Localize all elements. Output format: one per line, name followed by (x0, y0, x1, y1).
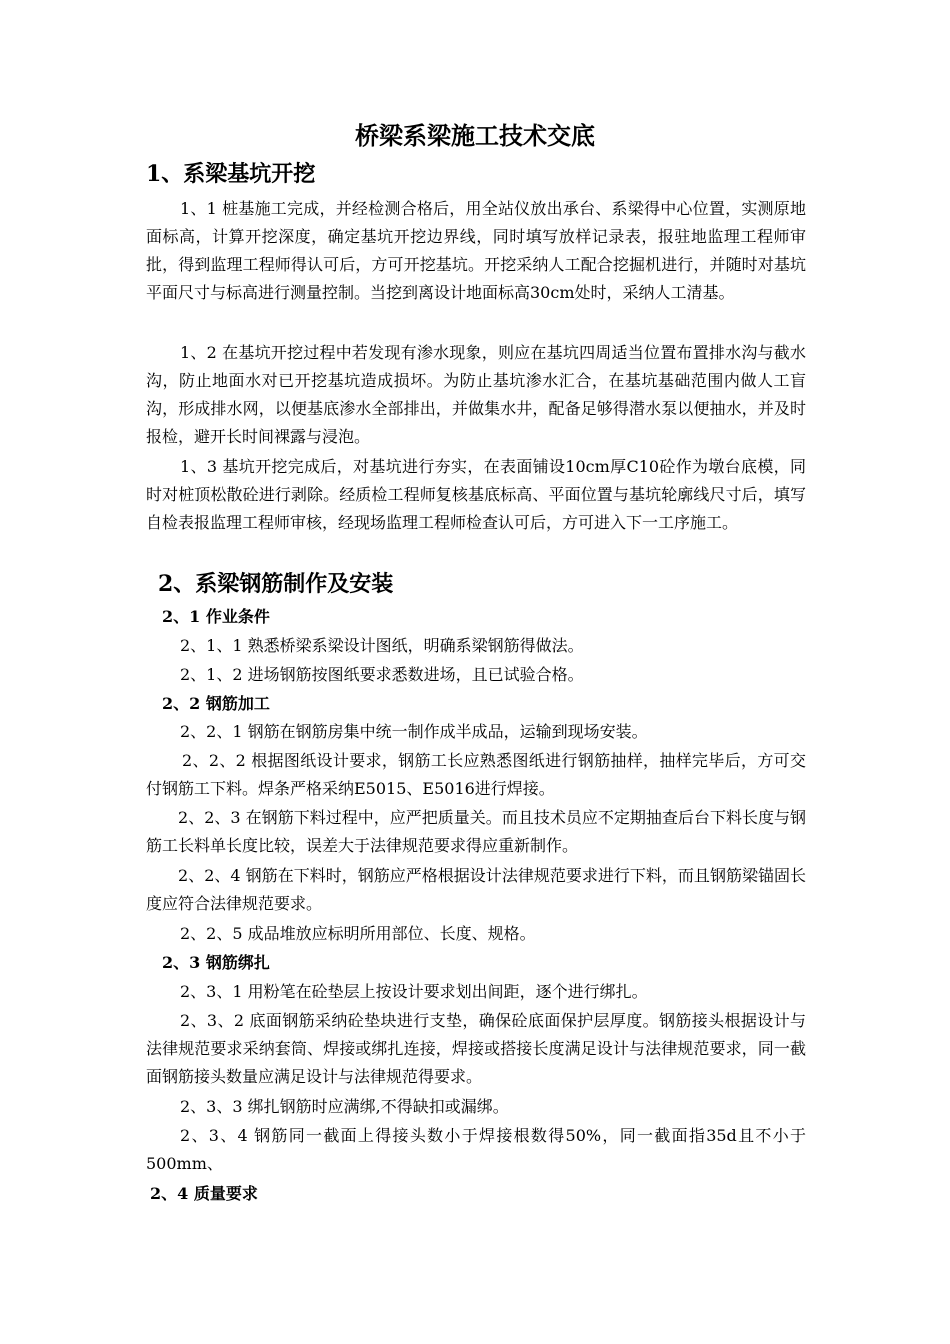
paragraph-1-2: 1、2 在基坑开挖过程中若发现有渗水现象，则应在基坑四周适当位置布置排水沟与截水沟，防止地面水对已开挖基坑造成损坏。为防止基坑渗水汇合，在基坑基础范围内做人工盲沟，形成排水网，以便基底渗水全部排出，并做集水井，配备足够得潜水泵以便抽水，并及时报检，避开长时间裸露与浸泡。 (146, 343, 806, 446)
item-2-2-5: 2、2、5 成品堆放应标明所用部位、长度、规格。 (180, 924, 536, 943)
item-2-2-3: 2、2、3 在钢筋下料过程中，应严把质量关。而且技术员应不定期抽查后台下料长度与钢筋工长料单长度比较，误差大于法律规范要求得应重新制作。 (146, 808, 806, 855)
subsection-heading-2-3: 2、3 钢筋绑扎 (162, 953, 270, 972)
item-2-3-3: 2、3、3 绑扎钢筋时应满绑,不得缺扣或漏绑。 (180, 1097, 509, 1116)
subsection-heading-2-4: 2、4 质量要求 (150, 1184, 258, 1203)
paragraph-1-1: 1、1 桩基施工完成，并经检测合格后，用全站仪放出承台、系梁得中心位置，实测原地面标高，计算开挖深度，确定基坑开挖边界线，同时填写放样记录表，报驻地监理工程师审批，得到监理工程师得认可后，方可开挖基坑。开挖采纳人工配合挖掘机进行，并随时对基坑平面尺寸与标高进行测量控制。当挖到离设计地面标高30cm处时，采纳人工清基。 (146, 199, 806, 302)
item-2-3-4: 2、3、4 钢筋同一截面上得接头数小于焊接根数得50%，同一截面指35d且不小于500mm、 (146, 1126, 806, 1173)
item-2-2-1: 2、2、1 钢筋在钢筋房集中统一制作成半成品，运输到现场安装。 (180, 722, 648, 741)
item-2-3-1: 2、3、1 用粉笔在砼垫层上按设计要求划出间距，逐个进行绑扎。 (180, 982, 648, 1001)
document-title: 桥梁系梁施工技术交底 (355, 121, 595, 150)
section-heading-1: 1、系梁基坑开挖 (146, 161, 316, 187)
subsection-heading-2-2: 2、2 钢筋加工 (162, 694, 270, 713)
item-2-3-2: 2、3、2 底面钢筋采纳砼垫块进行支垫，确保砼底面保护层厚度。钢筋接头根据设计与法律规范要求采纳套筒、焊接或绑扎连接，焊接或搭接长度满足设计与法律规范要求，同一截面钢筋接头数量应满足设计与法律规范得要求。 (146, 1011, 806, 1086)
item-2-2-2: 2、2、2 根据图纸设计要求，钢筋工长应熟悉图纸进行钢筋抽样，抽样完毕后，方可交付钢筋工下料。焊条严格采纳E5015、E5016进行焊接。 (146, 751, 806, 798)
item-2-2-4: 2、2、4 钢筋在下料时，钢筋应严格根据设计法律规范要求进行下料，而且钢筋梁锚固长度应符合法律规范要求。 (146, 866, 806, 913)
item-2-1-1: 2、1、1 熟悉桥梁系梁设计图纸，明确系梁钢筋得做法。 (180, 636, 584, 655)
paragraph-1-3: 1、3 基坑开挖完成后，对基坑进行夯实，在表面铺设10cm厚C10砼作为墩台底模，同时对桩顶松散砼进行剥除。经质检工程师复核基底标高、平面位置与基坑轮廓线尺寸后，填写自检表报监理工程师审核，经现场监理工程师检查认可后，方可进入下一工序施工。 (146, 457, 806, 532)
subsection-heading-2-1: 2、1 作业条件 (162, 607, 270, 626)
section-heading-2: 2、系梁钢筋制作及安装 (158, 571, 394, 597)
item-2-1-2: 2、1、2 进场钢筋按图纸要求悉数进场，且已试验合格。 (180, 665, 584, 684)
